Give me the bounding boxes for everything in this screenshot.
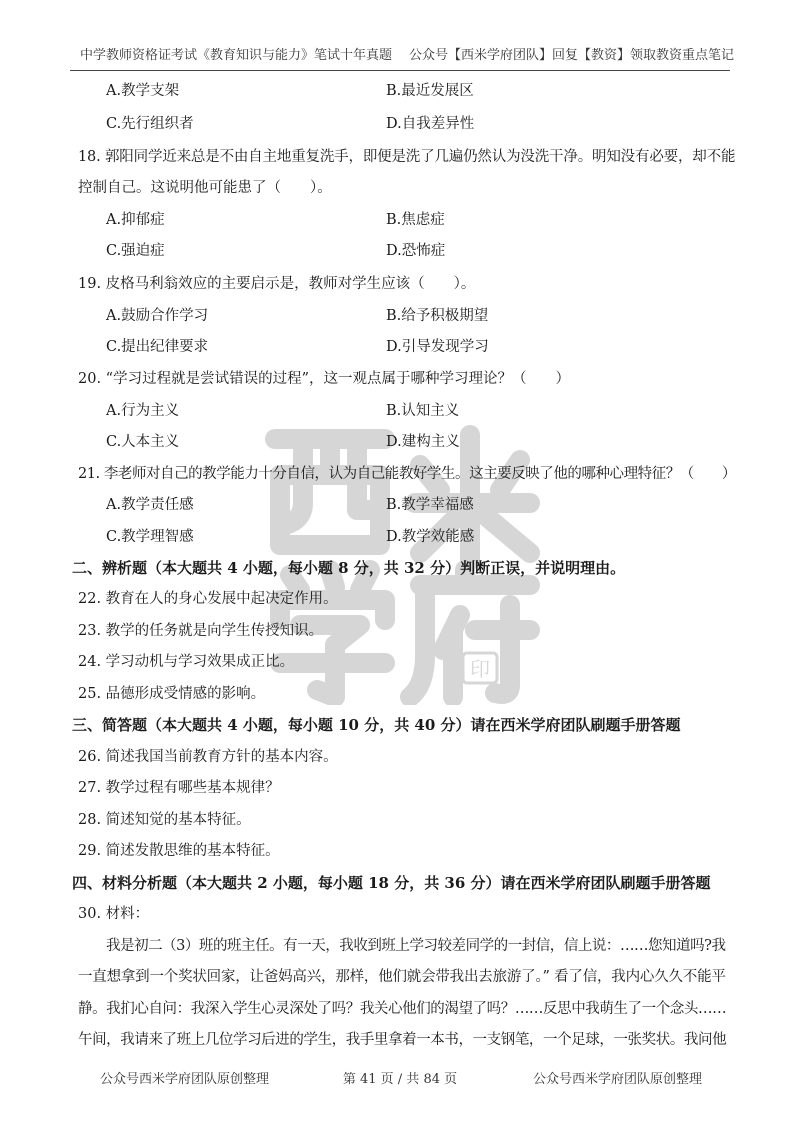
- header-rule: [70, 70, 730, 71]
- option-b: B.给予积极期望: [386, 308, 489, 324]
- option-row: [78, 302, 724, 330]
- header-right-text: 公众号【西米学府团队】回复【教资】领取教资重点笔记: [408, 48, 734, 63]
- footer-left-text: 公众号西米学府团队原创整理: [100, 1072, 270, 1087]
- list-item: 25. 品德形成受情感的影响。: [78, 686, 266, 702]
- option-row: [78, 110, 724, 138]
- list-item: 28. 简述知觉的基本特征。: [78, 812, 251, 828]
- section-2-title: 二、辨析题（本大题共 4 小题，每小题 8 分，共 32 分）判断正误，并说明理由。: [72, 559, 626, 577]
- option-c: C.提出纪律要求: [106, 339, 209, 355]
- list-item: 23. 教学的任务就是向学生传授知识。: [78, 623, 324, 639]
- option-c: C.先行组织者: [106, 116, 194, 132]
- list-item: 26. 简述我国当前教育方针的基本内容。: [78, 749, 338, 765]
- seal-char: 印: [470, 657, 490, 681]
- footer-right-text: 公众号西米学府团队原创整理: [532, 1072, 702, 1087]
- option-a: A.教学责任感: [106, 497, 194, 513]
- option-a: A.鼓励合作学习: [106, 308, 209, 324]
- option-row: [78, 237, 724, 265]
- section-4-title: 四、材料分析题（本大题共 2 小题，每小题 18 分，共 36 分）请在西米学府团队刷题手册答题: [72, 874, 711, 892]
- option-row: [78, 523, 724, 551]
- question-19-stem: 19. 皮格马利翁效应的主要启示是，教师对学生应该（ ）。: [78, 276, 476, 292]
- option-d: D.引导发现学习: [386, 339, 489, 355]
- option-d: D.教学效能感: [386, 529, 475, 545]
- question-20-stem: 20. “学习过程就是尝试错误的过程”，这一观点属于哪种学习理论？（ ）: [78, 371, 570, 387]
- option-c: C.人本主义: [106, 434, 180, 450]
- section-3-title: 三、简答题（本大题共 4 小题，每小题 10 分，共 40 分）请在西米学府团队刷题手册答题: [72, 716, 681, 734]
- option-b: B.焦虑症: [386, 212, 445, 228]
- question-30-label: 30. 材料：: [78, 906, 150, 922]
- list-item: 27. 教学过程有哪些基本规律？: [78, 780, 280, 796]
- material-paragraph-line: 午间，我请来了班上几位学习后进的学生，我手里拿着一本书，一支钢笔，一个足球，一张奖状。我问他: [78, 1032, 727, 1048]
- option-d: D.恐怖症: [386, 243, 446, 259]
- option-d: D.建构主义: [386, 434, 460, 450]
- question-18-stem: 18. 郭阳同学近来总是不由自主地重复洗手，即便是洗了几遍仍然认为没洗干净。明知没有必要，却不能: [78, 149, 736, 165]
- page-number: 第 41 页 / 共 84 页: [342, 1072, 458, 1087]
- material-paragraph-line: 一直想拿到一个奖状回家，让爸妈高兴，那样，他们就会带我出去旅游了。” 看了信，我内心久久不能平: [78, 969, 726, 985]
- list-item: 29. 简述发散思维的基本特征。: [78, 843, 280, 859]
- header-left-text: 中学教师资格证考试《教育知识与能力》笔试十年真题: [80, 48, 393, 63]
- list-item: 22. 教育在人的身心发展中起决定作用。: [78, 591, 338, 607]
- option-b: B.教学幸福感: [386, 497, 474, 513]
- option-row: [78, 77, 724, 105]
- option-b: B.认知主义: [386, 403, 460, 419]
- question-21-stem: 21. 李老师对自己的教学能力十分自信，认为自己能教好学生。这主要反映了他的哪种心理特征？（ ）: [78, 466, 736, 482]
- option-row: [78, 333, 724, 361]
- option-c: C.教学理智感: [106, 529, 194, 545]
- option-d: D.自我差异性: [386, 116, 475, 132]
- option-row: [78, 206, 724, 234]
- material-paragraph-line: 静。我扪心自问：我深入学生心灵深处了吗？我关心他们的渴望了吗？……反思中我萌生了一个念头……: [78, 1001, 727, 1017]
- option-row: [78, 428, 724, 456]
- page-footer: [0, 1068, 800, 1092]
- option-a: A.行为主义: [106, 403, 180, 419]
- list-item: 24. 学习动机与学习效果成正比。: [78, 654, 295, 670]
- option-a: A.教学支架: [106, 83, 180, 99]
- option-a: A.抑郁症: [106, 212, 165, 228]
- option-b: B.最近发展区: [386, 83, 474, 99]
- option-c: C.强迫症: [106, 243, 165, 259]
- material-paragraph-line: 我是初二（3）班的班主任。有一天，我收到班上学习较差同学的一封信，信上说：……您知道吗?我: [106, 938, 726, 954]
- question-18-stem-cont: 控制自己。这说明他可能患了（ ）。: [78, 180, 332, 196]
- option-row: [78, 491, 724, 519]
- option-row: [78, 397, 724, 425]
